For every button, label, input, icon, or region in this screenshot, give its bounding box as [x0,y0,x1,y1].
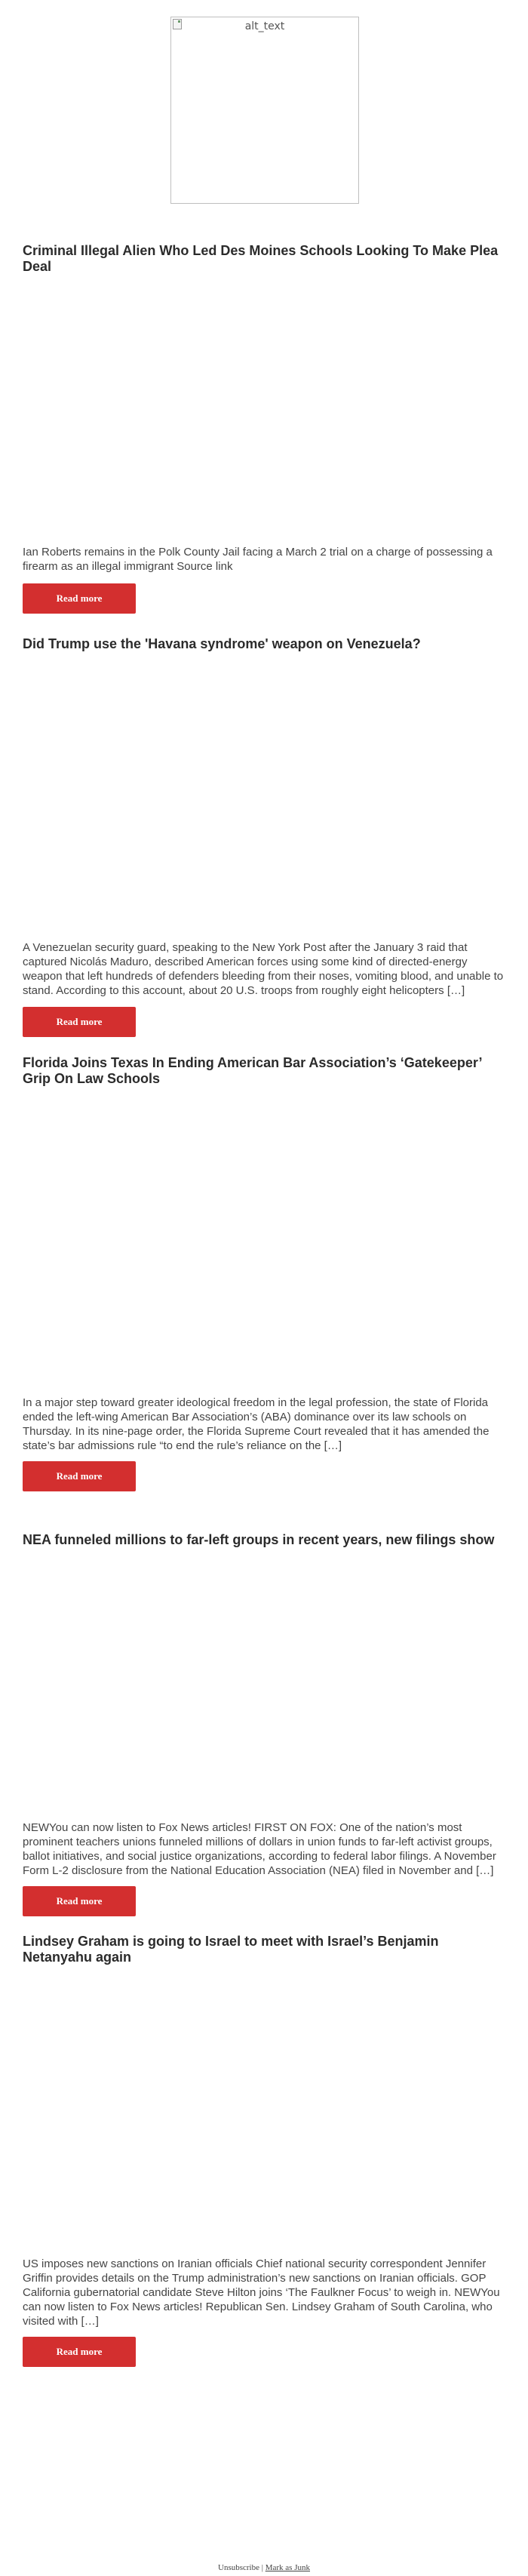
footer-separator: | [259,2563,266,2572]
article-image [23,1973,505,2260]
article-image [23,1555,505,1819]
article-summary: A Venezuelan security guard, speaking to the New York Post after the January 3 raid that captured Nicolás Maduro, described American forces using some kind of directed-energy weapon that left hundreds of defenders bleeding from their noses, vomiting blood, and unable to stand. According to this account, about 20 U.S. troops from roughly eight helicopters […] [23,941,504,997]
read-more-button[interactable]: Read more [23,1007,136,1037]
article-image [23,1094,505,1396]
article-summary: Ian Roberts remains in the Polk County Jail facing a March 2 trial on a charge of possessing a firearm as an illegal immigrant Source link [23,546,493,573]
article-image [23,282,505,539]
article-title: Florida Joins Texas In Ending American Bar Association’s ‘Gatekeeper’ Grip On Law Schools [23,1055,482,1086]
read-more-button[interactable]: Read more [23,583,136,614]
article-summary: NEWYou can now listen to Fox News articles! FIRST ON FOX: One of the nation’s most prominent teachers unions funneled millions of dollars in union funds to far-left activist groups, ballot initiatives, and social justice organizations, according to federal labor filings. A November Form L-2 disclosure from the National Education Association (NEA) filed in November and […] [23,1821,496,1877]
broken-logo-image [170,17,359,204]
unsubscribe-link[interactable]: Unsubscribe [218,2563,259,2572]
article-title: Lindsey Graham is going to Israel to meet with Israel’s Benjamin Netanyahu again [23,1934,439,1965]
read-more-button[interactable]: Read more [23,1886,136,1916]
article-summary: US imposes new sanctions on Iranian officials Chief national security correspondent Jennifer Griffin provides details on the Trump administration’s new sanctions on Iranian officials. GOP California gubernatorial candidate Steve Hilton joins ‘The Faulkner Focus’ to weigh in. NEWYou can now listen to Fox News articles! Republican Sen. Lindsey Graham of South Carolina, who visited with […] [23,2257,500,2328]
logo-alt-text: alt_text [244,20,285,32]
article-summary: In a major step toward greater ideological freedom in the legal profession, the state of Florida ended the left-wing American Bar Association’s (ABA) dominance over its law schools on Thursday. In its nine-page order, the Florida Supreme Court revealed that it has amended the state’s bar admissions rule “to end the rule’s reliance on the […] [23,1396,490,1452]
article-title: Criminal Illegal Alien Who Led Des Moines Schools Looking To Make Plea Deal [23,243,499,274]
article-image [23,659,505,931]
mark-as-junk-link[interactable]: Mark as Junk [265,2563,310,2572]
footer [0,2563,528,2572]
read-more-button[interactable]: Read more [23,1461,136,1491]
article-title: NEA funneled millions to far-left groups in recent years, new filings show [23,1532,495,1547]
header-logo-area [0,17,528,204]
article-title: Did Trump use the 'Havana syndrome' weapon on Venezuela? [23,636,421,651]
read-more-button[interactable]: Read more [23,2337,136,2367]
